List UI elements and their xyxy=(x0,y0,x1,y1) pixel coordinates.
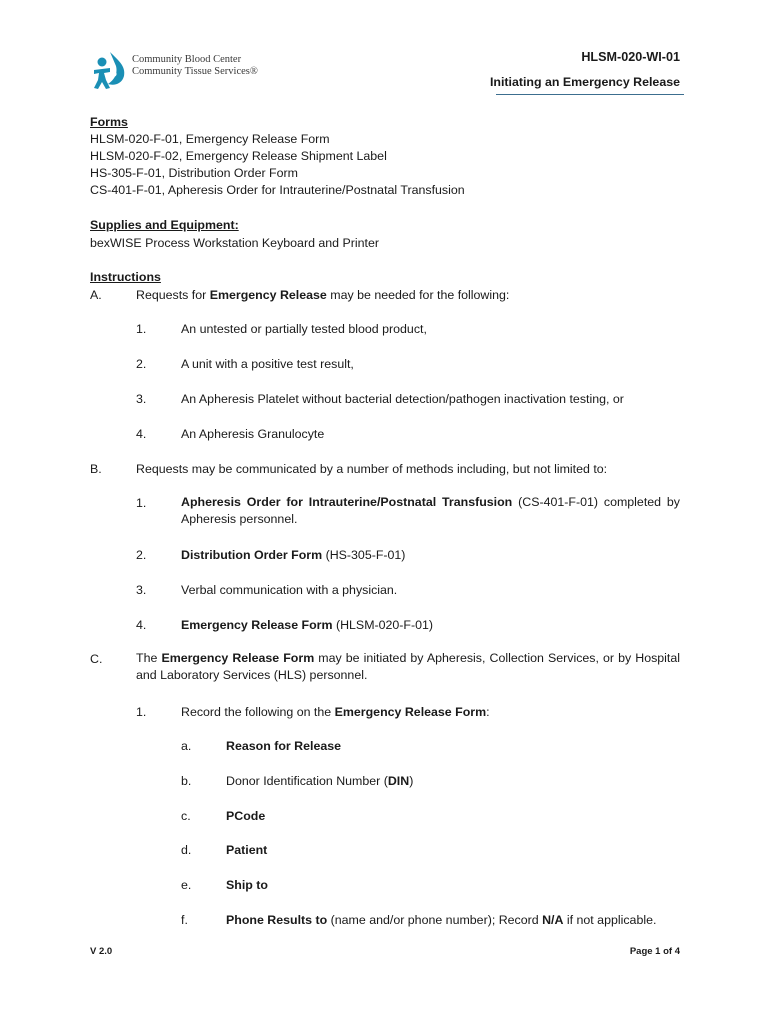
sub-item: PCode xyxy=(226,809,266,823)
logo-text xyxy=(132,54,258,78)
list-number: 2. xyxy=(136,357,147,371)
section-b-label: B. xyxy=(90,462,102,476)
list-number: 1. xyxy=(136,496,147,510)
sub-letter: f. xyxy=(181,913,188,927)
forms-heading: Forms xyxy=(90,115,128,129)
organization-logo xyxy=(88,50,258,92)
list-item: Record the following on the Emergency Release Form: xyxy=(181,705,490,719)
list-number: 3. xyxy=(136,583,147,597)
list-item: An Apheresis Granulocyte xyxy=(181,427,325,441)
list-item: An Apheresis Platelet without bacterial detection/pathogen inactivation testing, or xyxy=(181,392,624,406)
list-number: 1. xyxy=(136,322,147,336)
sub-item: Ship to xyxy=(226,878,268,892)
list-number: 4. xyxy=(136,427,147,441)
forms-item: HS-305-F-01, Distribution Order Form xyxy=(90,166,298,180)
instructions-heading: Instructions xyxy=(90,270,161,284)
list-number: 2. xyxy=(136,548,147,562)
list-item: Apheresis Order for Intrauterine/Postnatal Transfusion (CS-401-F-01) completed by Apheresis personnel. xyxy=(181,495,681,526)
forms-item: HLSM-020-F-02, Emergency Release Shipment Label xyxy=(90,149,387,163)
section-c-label: C. xyxy=(90,652,103,666)
logo-line-2: Community Tissue Services® xyxy=(132,66,258,77)
list-item: Verbal communication with a physician. xyxy=(181,583,398,597)
document-title: Initiating an Emergency Release xyxy=(489,75,680,89)
sub-letter: d. xyxy=(181,843,192,857)
list-number: 4. xyxy=(136,618,147,632)
sub-item: Patient xyxy=(226,843,268,857)
sub-item: Reason for Release xyxy=(226,739,342,753)
list-item: Distribution Order Form (HS-305-F-01) xyxy=(181,548,406,562)
header-divider xyxy=(496,94,684,95)
section-b-text: Requests may be communicated by a number of methods including, but not limited to: xyxy=(136,462,608,476)
sub-letter: c. xyxy=(181,809,191,823)
forms-item: CS-401-F-01, Apheresis Order for Intrauterine/Postnatal Transfusion xyxy=(90,183,465,197)
supplies-item: bexWISE Process Workstation Keyboard and Printer xyxy=(90,236,380,250)
sub-letter: a. xyxy=(181,739,192,753)
sub-letter: e. xyxy=(181,878,192,892)
document-id: HLSM-020-WI-01 xyxy=(581,50,680,64)
list-item: Emergency Release Form (HLSM-020-F-01) xyxy=(181,618,434,632)
supplies-heading: Supplies and Equipment: xyxy=(90,218,239,232)
section-c-text: The Emergency Release Form may be initiated by Apheresis, Collection Services, or by Hospital and Laboratory Services (HLS) personnel. xyxy=(136,651,681,682)
section-a-text: Requests for Emergency Release may be needed for the following: xyxy=(136,288,510,302)
logo-line-1: Community Blood Center xyxy=(132,54,242,65)
sub-item: Phone Results to (name and/or phone number); Record N/A if not applicable. xyxy=(226,913,657,927)
list-item: A unit with a positive test result, xyxy=(181,357,354,371)
list-item: An untested or partially tested blood product, xyxy=(181,322,427,336)
page-number: Page 1 of 4 xyxy=(629,946,680,957)
list-number: 3. xyxy=(136,392,147,406)
version-label: V 2.0 xyxy=(90,946,113,957)
sub-letter: b. xyxy=(181,774,192,788)
section-a-label: A. xyxy=(90,288,102,302)
blood-drop-figure-icon xyxy=(88,50,132,92)
sub-item: Donor Identification Number (DIN) xyxy=(226,774,414,788)
list-number: 1. xyxy=(136,705,147,719)
forms-item: HLSM-020-F-01, Emergency Release Form xyxy=(90,132,330,146)
